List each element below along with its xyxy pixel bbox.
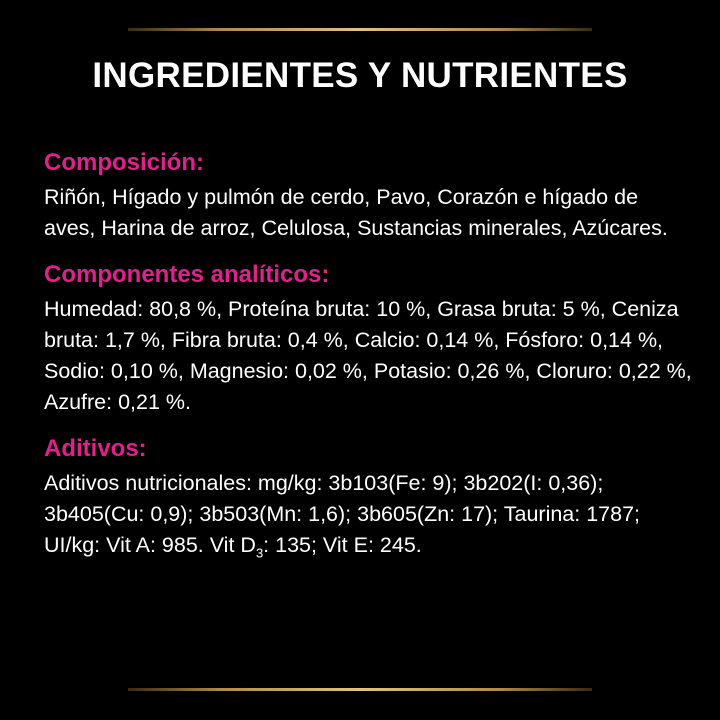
aditivos-text-before: Aditivos nutricionales: mg/kg: 3b103(Fe: 9); 3b202(I: 0,36); 3b405(Cu: 0,9); 3b503(Mn: 1,6); 3b605(Zn: 17); Taurina: 1787; UI/kg: Vit A: 985. Vit D [44, 471, 641, 557]
aditivos-text [44, 468, 694, 561]
section-aditivos [44, 434, 694, 561]
aditivos-text-after: : 135; Vit E: 245. [263, 533, 422, 557]
componentes-text: Humedad: 80,8 %, Proteína bruta: 10 %, Grasa bruta: 5 %, Ceniza bruta: 1,7 %, Fibra bruta: 0,4 %, Calcio: 0,14 %, Fósforo: 0,14 %, Sodio: 0,10 %, Magnesio: 0,02 %, Potasio: 0,26 %, Cloruro: 0,22 %, Azufre: 0,21 %. [44, 297, 692, 414]
section-componentes [44, 260, 694, 418]
componentes-heading: Componentes analíticos: [44, 261, 330, 288]
top-gold-divider [128, 28, 592, 31]
section-composicion [44, 148, 694, 244]
composicion-heading: Composición: [44, 149, 204, 176]
aditivos-heading: Aditivos: [44, 435, 147, 462]
composicion-text: Riñón, Hígado y pulmón de cerdo, Pavo, Corazón e hígado de aves, Harina de arroz, Celulosa, Sustancias minerales, Azúcares. [44, 185, 668, 240]
vitamin-d-subscript: 3 [255, 545, 264, 561]
page-title: INGREDIENTES Y NUTRIENTES [92, 56, 628, 95]
content-area [44, 148, 694, 561]
bottom-gold-divider [128, 688, 592, 691]
